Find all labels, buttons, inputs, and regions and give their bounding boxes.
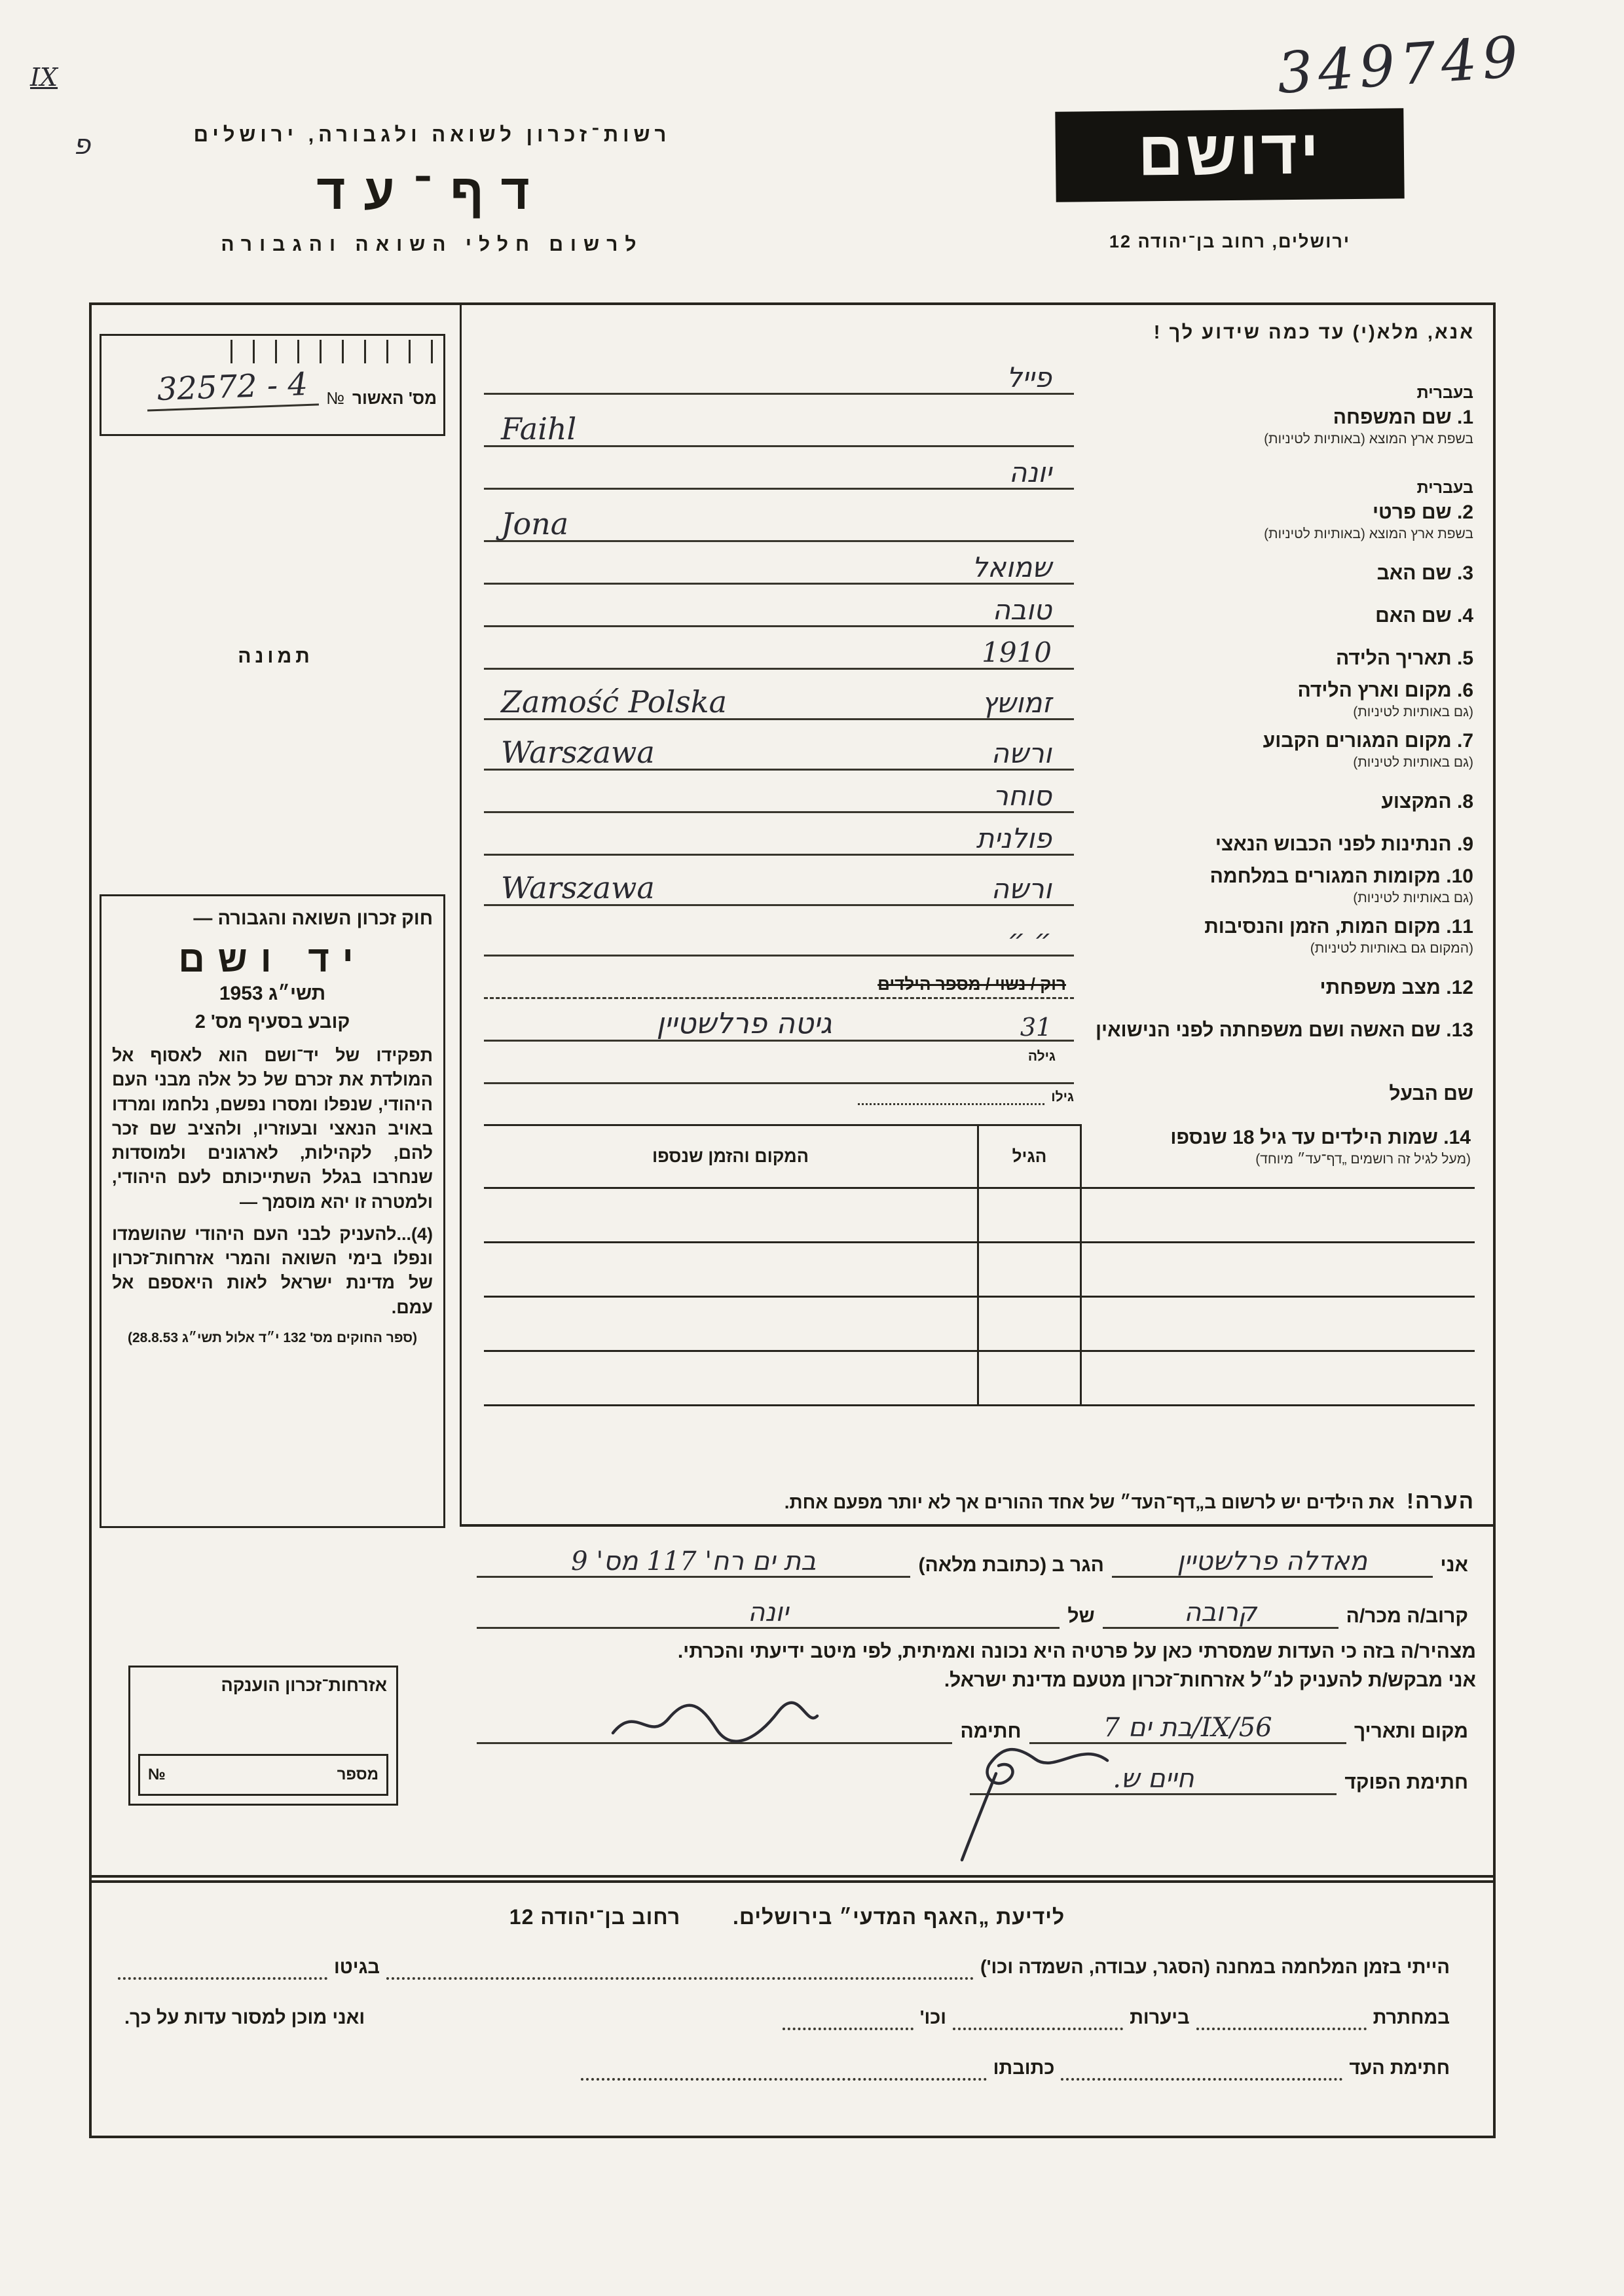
field-name: שם המשפחה — [1333, 407, 1452, 428]
latin-note: בשפת ארץ המוצא (באותיות לטיניות) — [1264, 431, 1473, 446]
approval-number-box — [100, 334, 445, 436]
photo-placeholder-label: תמונה — [238, 646, 314, 667]
field-number: 9. — [1456, 833, 1473, 855]
latin-note: (גם באותיות לטיניות) — [1353, 890, 1473, 905]
handwritten-first-name-hebrew: יונה — [1008, 456, 1052, 488]
handwritten-declarant-address: בת ים רח' 117 מס' 9 — [571, 1546, 817, 1576]
note-text: את הילדים יש לרשום ב„דף־העד״ של אחד ההורים אך לא יותר מפעם אחת. — [784, 1492, 1395, 1512]
write-line — [477, 1595, 1060, 1629]
declaration-section — [477, 1527, 1476, 1875]
margin-mark: פ — [73, 128, 91, 160]
ghetto-label: בגיטו — [334, 1957, 380, 1978]
law-body: תפקידו של יד־ושם הוא לאסוף אל המולדת את זכרם של כל אלה מבני העם היהודי, שנפלו ומסרו נפשם, נלחמו ומרדו באויב הנאצי ובעוזריו, ולהציב שם זכר להם, לקהילות, לארגונים ולמוסדות שנחרבו בגלל השתייכותם לעם היהודי, ולמטרה זו יהא מוסמך — — [112, 1046, 433, 1212]
latin-note: (המקום גם באותיות לטיניות) — [1310, 941, 1473, 956]
witness-signature-label: חתימת העד — [1349, 2058, 1450, 2079]
handwritten-residence-hebrew: ורשה — [991, 737, 1052, 769]
etc-label: וכו' — [919, 2007, 947, 2028]
children-table-row — [484, 1298, 1475, 1352]
handwritten-first-name-latin: Jona — [501, 506, 569, 541]
field-number: 11. — [1446, 916, 1473, 938]
number-sign-icon: № — [326, 388, 345, 408]
handwritten-birth-date: 1910 — [982, 636, 1052, 668]
hebrew-note: בעברית — [1416, 384, 1473, 402]
form-title: דף־עד — [316, 164, 548, 220]
handwritten-wife-age: 31 — [1020, 1013, 1052, 1042]
underground-label: במחתרת — [1373, 2007, 1450, 2028]
footer-title-address: רחוב בן־יהודה 12 — [509, 1905, 681, 1929]
place-cell — [484, 1189, 977, 1241]
handwritten-place-date: בת ים 7/IX/56 — [1103, 1713, 1272, 1743]
children-table-row — [484, 1243, 1475, 1298]
write-line — [484, 684, 1074, 720]
children-label-cell — [1082, 1124, 1475, 1187]
write-line — [484, 506, 1074, 542]
camps-label: הייתי בזמן המלחמה במחנה (הסגר, עבודה, השמדה וכו') — [980, 1957, 1450, 1978]
husband-age-label: גילו — [1051, 1089, 1074, 1104]
field-number: 5. — [1456, 647, 1473, 669]
field-label — [1074, 384, 1475, 447]
footer-section — [92, 1886, 1493, 2136]
official-signature-row — [477, 1761, 1476, 1795]
age-cell — [977, 1352, 1082, 1404]
field-number: 8. — [1456, 791, 1473, 812]
field-number: 3. — [1456, 562, 1473, 584]
write-line — [477, 1544, 910, 1578]
yad-vashem-logo: ידושם — [1055, 108, 1404, 202]
handwritten-wartime-residence-latin: Warszawa — [501, 870, 655, 905]
name-cell — [1082, 1189, 1475, 1241]
field-number: 7. — [1456, 730, 1473, 752]
footer-title: לידיעת „האגף המדעי״ בירושלים. — [733, 1905, 1065, 1929]
write-line — [484, 457, 1074, 490]
field-name: תאריך הלידה — [1335, 647, 1452, 669]
write-line — [484, 780, 1074, 813]
law-clause: (4)...להעניק לבני העם היהודי שהושמדו ונפלו בימי השואה והמרי אזרחות־זכרון של מדינת ישראל לאות היאספם אל עמם. — [112, 1224, 433, 1317]
tally-marks — [210, 340, 433, 363]
number-sign-icon: № — [148, 1766, 166, 1783]
dotted-line — [581, 2061, 987, 2081]
citizenship-number-label: מספר — [337, 1766, 378, 1783]
handwritten-wartime-residence-hebrew: ורשה — [991, 873, 1052, 905]
official-signature-label: חתימת הפוקד — [1344, 1772, 1468, 1793]
write-line — [484, 823, 1074, 856]
field-row-wartime-residence — [484, 866, 1475, 906]
logo-block — [1056, 110, 1404, 252]
approval-line — [108, 363, 437, 409]
write-line — [484, 594, 1074, 627]
write-line — [484, 735, 1074, 771]
field-row-citizenship — [484, 823, 1475, 856]
latin-note: בשפת ארץ המוצא (באותיות לטיניות) — [1264, 526, 1473, 541]
official-signature-flourish-icon — [950, 1734, 1120, 1865]
dotted-line — [386, 1960, 974, 1980]
write-line — [484, 362, 1074, 395]
place-date-label: מקום ותאריך — [1354, 1721, 1468, 1742]
fill-instruction: אנא, מלא(י) עד כמה שידוע לך ! — [1153, 322, 1475, 343]
declarant-row — [477, 1544, 1476, 1578]
citizenship-number-strip — [138, 1754, 388, 1796]
address-line: ירושלים, רחוב בן־יהודה 12 — [1109, 232, 1351, 251]
husband-age-block — [858, 1089, 1074, 1105]
write-line — [484, 637, 1074, 670]
field-row-birth-place — [484, 680, 1475, 720]
law-intro: חוק זכרון השואה והגבורה — — [193, 908, 433, 929]
field-number: 4. — [1456, 605, 1473, 627]
dotted-line — [858, 1091, 1044, 1105]
children-sub-note: (מעל לגיל זה רושמים „דף־עד״ מיוחד) — [1255, 1152, 1471, 1167]
form-box — [89, 302, 1496, 2138]
field-number: 14. — [1443, 1127, 1471, 1148]
place-cell — [484, 1352, 977, 1404]
signature-scribble-icon — [606, 1699, 822, 1745]
handwritten-father-name: שמואל — [972, 551, 1052, 583]
of-label: של — [1067, 1605, 1095, 1627]
field-row-birth-date — [484, 637, 1475, 670]
citizenship-box — [128, 1666, 398, 1806]
approval-value-handwritten: 32572 - 4 — [146, 365, 319, 411]
field-lines — [484, 457, 1074, 542]
write-line — [484, 1051, 1074, 1084]
law-box — [100, 894, 445, 1528]
left-column — [92, 305, 460, 1875]
handwritten-ditto-marks: ״ ״ — [1007, 923, 1052, 955]
write-line — [484, 870, 1074, 906]
handwritten-birth-place-hebrew: זמושץ — [982, 687, 1052, 719]
children-table — [484, 1124, 1475, 1406]
field-name: הנתינות לפני הכבוש הנאצי — [1215, 833, 1452, 855]
dotted-line — [1061, 2061, 1342, 2081]
note-title: הערה! — [1406, 1489, 1475, 1513]
handwritten-wife-name: גיטה פרלשטיין — [656, 1007, 832, 1040]
place-cell — [484, 1243, 977, 1296]
field-name: שם האם — [1375, 605, 1452, 627]
field-number: 12. — [1446, 977, 1473, 998]
column-header-age: הגיל — [977, 1124, 1082, 1187]
field-name: שם האב — [1376, 562, 1452, 584]
handwritten-citizenship: פולנית — [976, 822, 1052, 854]
law-section: קובע בסעיף מס' 2 — [194, 1011, 350, 1032]
field-row-family-name — [484, 362, 1475, 447]
column-header-place: המקום והזמן שנספו — [484, 1124, 977, 1187]
forests-label: ביערות — [1130, 2007, 1190, 2028]
dotted-line — [953, 2011, 1123, 2030]
field-name: מקום המגורים הקבוע — [1263, 730, 1452, 752]
field-name: שם הבעל — [1389, 1083, 1473, 1104]
children-table-row — [484, 1352, 1475, 1406]
age-cell — [977, 1243, 1082, 1296]
citizenship-title: אזרחות־זכרון הוענקה — [221, 1675, 387, 1695]
handwritten-birth-place-latin: Zamość Polska — [501, 684, 728, 720]
latin-note: (גם באותיות לטיניות) — [1353, 704, 1473, 720]
law-source: (ספר החוקים מס' 132 י״ד אלול תשי״ג 28.8.53) — [127, 1330, 418, 1345]
write-line — [1112, 1544, 1433, 1578]
stamp-number: 349749 — [1274, 24, 1526, 107]
field-row-death-place — [484, 916, 1475, 957]
willing-text: ואני מוכן למסור עדות על כך. — [124, 2007, 365, 2028]
write-line — [1103, 1595, 1338, 1629]
name-cell — [1082, 1352, 1475, 1404]
signature-label: חתימה — [960, 1721, 1022, 1742]
field-name: המקצוע — [1381, 791, 1452, 812]
field-row-profession — [484, 780, 1475, 813]
address-label: הגר ב (כתובת מלאה) — [918, 1554, 1104, 1576]
relation-label: קרוב/ה מכר/ה — [1346, 1605, 1468, 1627]
form-subtitle: לרשום חללי השואה והגבורה — [221, 234, 644, 255]
field-row-husband-name — [484, 1051, 1475, 1105]
field-row-first-name — [484, 457, 1475, 542]
footer-title-row — [118, 1905, 1456, 1929]
field-number: 2. — [1456, 501, 1473, 523]
handwritten-mother-name: טובה — [992, 594, 1052, 626]
write-line — [970, 1761, 1337, 1795]
marital-options-struck: רוק / נשוי / מספר הילדים — [877, 974, 1066, 994]
age-cell — [977, 1189, 1082, 1241]
field-row-permanent-residence — [484, 730, 1475, 771]
dotted-line — [118, 1960, 327, 1980]
field-row-father-name — [484, 552, 1475, 585]
age-cell — [977, 1298, 1082, 1350]
handwritten-relation: קרובה — [1184, 1597, 1257, 1628]
fields-region — [462, 305, 1493, 1527]
hebrew-note: בעברית — [1416, 479, 1473, 497]
write-line — [484, 552, 1074, 585]
field-name: מקום המות, הזמן והנסיבות — [1204, 916, 1441, 938]
header — [105, 123, 760, 256]
field-row-mother-name — [484, 594, 1475, 627]
field-number: 1. — [1456, 407, 1473, 428]
citizenship-request: אני מבקש/ת להעניק לנ״ל אזרחות־זכרון מטעם מדינת ישראל. — [944, 1669, 1476, 1691]
field-number: 13. — [1446, 1019, 1473, 1041]
witness-address-label: כתובתו — [993, 2058, 1055, 2079]
handwritten-profession: סוחר — [993, 780, 1052, 812]
camps-row — [118, 1957, 1456, 1980]
field-lines — [484, 362, 1074, 447]
handwritten-declarant-name: מאדלה פרלשטיין — [1177, 1546, 1368, 1576]
field-name: מקומות המגורים במלחמה — [1209, 866, 1441, 887]
declaration-statement: מצהיר/ה בזה כי העדות שמסרתי כאן על פרטיה היא נכונה ואמיתית, לפי מיטב ידיעתי והכרתי. — [677, 1641, 1476, 1662]
handwritten-victim-name: יונה — [748, 1597, 789, 1628]
field-row-marital-status — [484, 966, 1475, 999]
corner-mark: IX — [30, 63, 58, 92]
name-cell — [1082, 1298, 1475, 1350]
dotted-line — [783, 2011, 913, 2030]
underground-row — [118, 2007, 1456, 2030]
i-label: אני — [1440, 1554, 1468, 1576]
name-cell — [1082, 1243, 1475, 1296]
write-line — [477, 1710, 952, 1744]
write-line — [484, 411, 1074, 447]
write-line — [484, 924, 1074, 957]
witness-signature-row — [118, 2058, 1456, 2081]
dotted-line — [1196, 2011, 1367, 2030]
field-label — [1074, 479, 1475, 542]
write-line — [484, 966, 1074, 999]
place-cell — [484, 1298, 977, 1350]
field-name: מקום וארץ הלידה — [1297, 680, 1452, 701]
field-name: שם האשה ושם משפחתה לפני הנישואין — [1095, 1019, 1441, 1041]
field-name: מצב משפחתי — [1320, 977, 1441, 998]
approval-label: מס' האשור — [352, 388, 437, 408]
children-note — [484, 1489, 1475, 1514]
double-rule — [92, 1875, 1493, 1883]
law-year: תשי״ג 1953 — [219, 983, 326, 1004]
latin-note: (גם באותיות לטיניות) — [1353, 755, 1473, 770]
field-name: שמות הילדים עד גיל 18 שנספו — [1170, 1127, 1438, 1148]
law-name: יד ושם — [178, 938, 367, 979]
handwritten-official-signature: חיים ש. — [1113, 1764, 1194, 1794]
field-name: שם פרטי — [1372, 501, 1452, 523]
write-line — [484, 1007, 1074, 1064]
children-table-row — [484, 1189, 1475, 1243]
field-row-wife-name — [484, 1007, 1475, 1064]
children-table-header — [484, 1124, 1475, 1189]
relation-row — [477, 1595, 1476, 1629]
authority-line: רשות־זכרון לשואה ולגבורה, ירושלים — [193, 123, 671, 146]
field-number: 6. — [1456, 680, 1473, 701]
field-number: 10. — [1446, 866, 1473, 887]
handwritten-family-name-latin: Faihl — [501, 411, 577, 446]
wife-age-block — [1005, 1013, 1067, 1064]
handwritten-family-name-hebrew: פייל — [1006, 361, 1052, 393]
wife-age-label: גילה — [1027, 1049, 1056, 1064]
handwritten-residence-latin: Warszawa — [501, 735, 655, 770]
